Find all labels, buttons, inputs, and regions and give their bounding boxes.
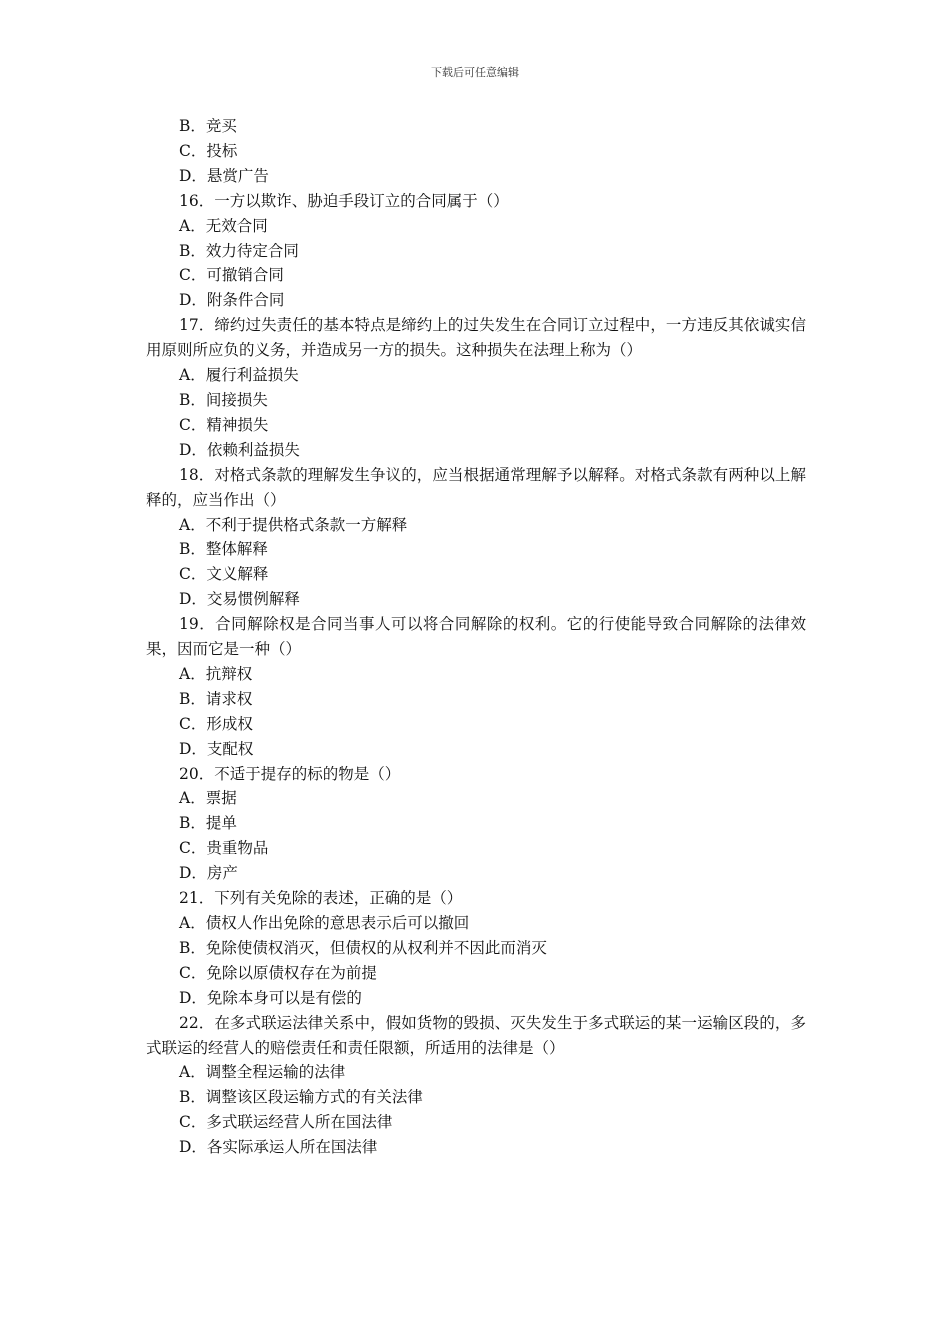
text-line: A．抗辩权 — [179, 664, 253, 683]
text-line: B．效力待定合同 — [179, 241, 299, 260]
text-line: A．无效合同 — [179, 216, 268, 235]
text-line: C．可撤销合同 — [179, 266, 284, 285]
question-text: 19．合同解除权是合同当事人可以将合同解除的权利。它的行使能导致合同解除的法律效果，因而它是一种（） — [146, 615, 806, 659]
text-line: C．多式联运经营人所在国法律 — [179, 1113, 393, 1132]
text-line: D．附条件合同 — [179, 291, 285, 310]
question-text: 17．缔约过失责任的基本特点是缔约上的过失发生在合同订立过程中，一方违反其依诚实信用原则所应负的义务，并造成另一方的损失。这种损失在法理上称为（） — [146, 316, 806, 360]
text-line: B．整体解释 — [179, 540, 268, 559]
text-line: A．调整全程运输的法律 — [179, 1063, 346, 1082]
text-line: C．文义解释 — [179, 565, 269, 584]
text-line: A．债权人作出免除的意思表示后可以撤回 — [179, 914, 470, 932]
text-line: C．贵重物品 — [179, 839, 269, 858]
text-line: D．悬赏广告 — [179, 166, 269, 185]
document-body — [146, 114, 806, 1160]
text-line: B．调整该区段运输方式的有关法律 — [179, 1088, 423, 1107]
text-line: C．精神损失 — [179, 415, 269, 434]
text-line: A．票据 — [179, 789, 237, 808]
text-line: B．请求权 — [179, 689, 253, 708]
page-header: 下载后可任意编辑 — [431, 66, 519, 79]
text-line: D．依赖利益损失 — [179, 440, 300, 459]
text-line: A．不利于提供格式条款一方解释 — [179, 515, 408, 534]
text-line: A．履行利益损失 — [179, 366, 299, 385]
text-line: B．竞买 — [179, 117, 237, 135]
text-line: C．投标 — [179, 141, 238, 160]
text-line: D．交易惯例解释 — [179, 590, 300, 609]
text-line: C．形成权 — [179, 714, 253, 733]
text-line: D．房产 — [179, 864, 238, 883]
text-line: C．免除以原债权存在为前提 — [179, 963, 377, 982]
text-line: D．支配权 — [179, 739, 254, 758]
text-line: B．提单 — [179, 814, 237, 833]
text-line: B．免除使债权消灭，但债权的从权利并不因此而消灭 — [179, 938, 547, 957]
question-text: 18．对格式条款的理解发生争议的，应当根据通常理解予以解释。对格式条款有两种以上解释的，应当作出（） — [146, 465, 806, 509]
text-line: D．免除本身可以是有偿的 — [179, 988, 362, 1007]
text-line: B．间接损失 — [179, 390, 268, 409]
text-line: 20．不适于提存的标的物是（） — [179, 764, 401, 783]
text-line: 21．下列有关免除的表述，正确的是（） — [179, 889, 463, 908]
text-line: D．各实际承运人所在国法律 — [179, 1138, 378, 1157]
text-line: 16．一方以欺诈、胁迫手段订立的合同属于（） — [179, 191, 509, 210]
question-text: 22．在多式联运法律关系中，假如货物的毁损、灭失发生于多式联运的某一运输区段的，多式联运的经营人的赔偿责任和责任限额，所适用的法律是（） — [146, 1013, 806, 1057]
